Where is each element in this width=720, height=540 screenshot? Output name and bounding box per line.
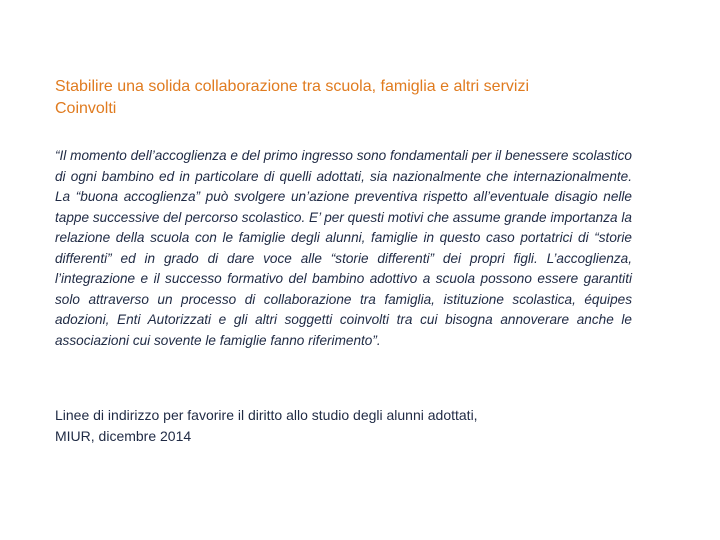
citation xyxy=(55,405,655,447)
citation-line-2: MIUR, dicembre 2014 xyxy=(55,428,192,444)
slide-heading xyxy=(55,76,655,120)
heading-line-2: Coinvolti xyxy=(55,100,117,117)
heading-line-1: Stabilire una solida collaborazione tra scuola, famiglia e altri servizi xyxy=(55,78,530,95)
citation-line-1: Linee di indirizzo per favorire il diritto allo studio degli alunni adottati, xyxy=(55,407,478,423)
quote-paragraph: “Il momento dell’accoglienza e del primo ingresso sono fondamentali per il benessere scolastico di ogni bambino ed in particolare di quelli adottati, sia nazionalmente che internazionalmente. La “buona accoglienza” può svolgere un’azione preventiva rispetto all’eventuale disagio nelle tappe successive del percorso scolastico. E’ per questi motivi che assume grande importanza la relazione della scuola con le famiglie degli alunni, famiglie in questo caso portatrici di “storie differenti” ed in grado di dare voce alle “storie differenti” dei propri figli. L’accoglienza, l’integrazione e il successo formativo del bambino adottivo a scuola possono essere garantiti solo attraverso un processo di collaborazione tra famiglia, istituzione scolastica, équipes adozioni, Enti Autorizzati e gli altri soggetti coinvolti tra cui bisogna annoverare anche le associazioni cui sovente le famiglie fanno riferimento”. xyxy=(55,148,632,348)
